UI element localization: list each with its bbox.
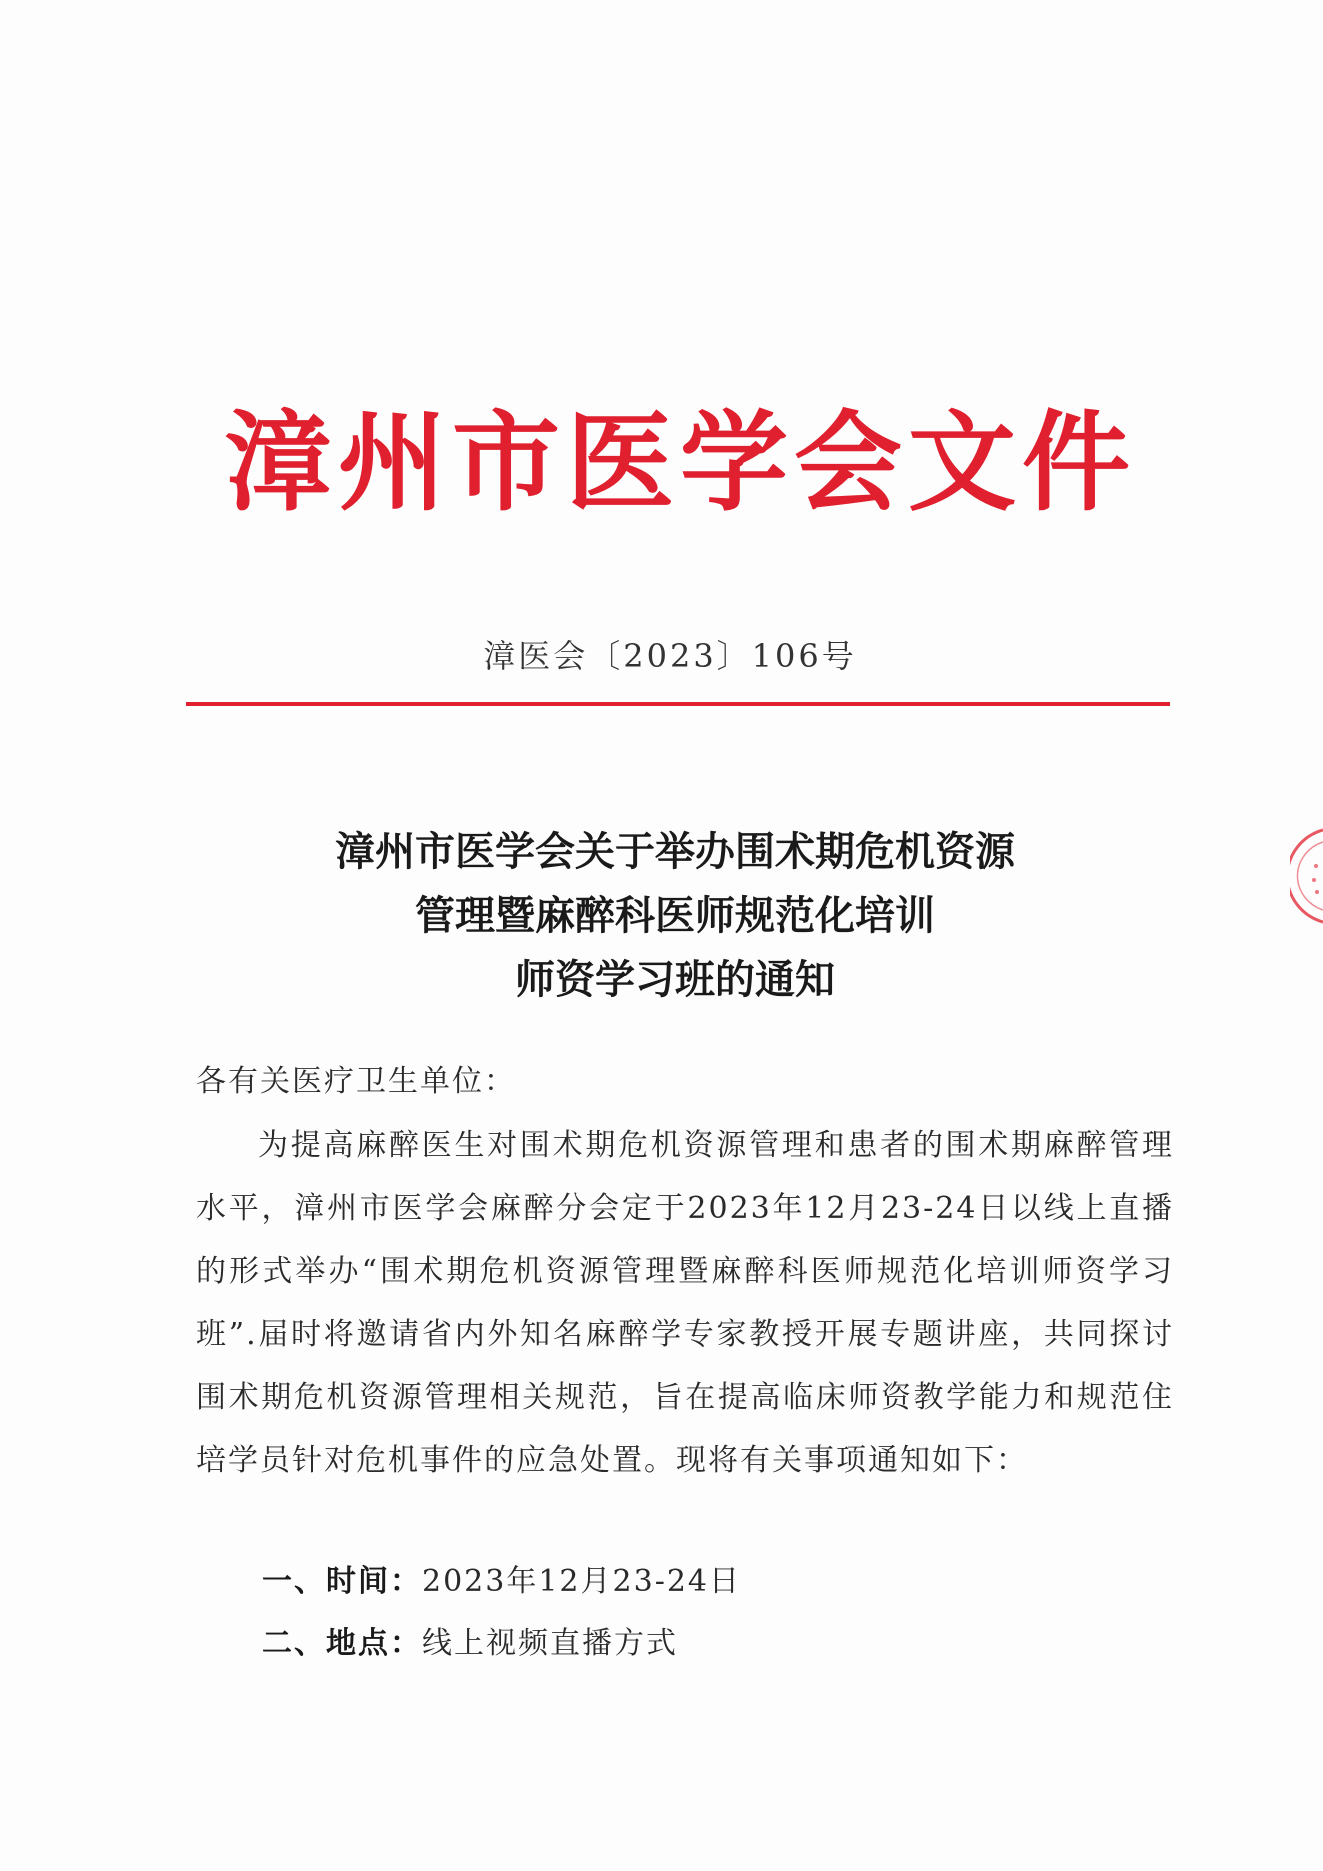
item-time-label: 一、时间：	[262, 1564, 422, 1599]
item-place-label: 二、地点：	[262, 1626, 422, 1661]
item-place-value: 线上视频直播方式	[422, 1626, 678, 1661]
notice-title-line-1: 漳州市医学会关于举办围术期危机资源	[335, 828, 1015, 875]
item-place	[262, 1620, 678, 1668]
red-divider-line	[186, 702, 1170, 706]
body-paragraph: 为提高麻醉医生对围术期危机资源管理和患者的围术期麻醉管理水平，漳州市医学会麻醉分会定于2023年12月23-24日以线上直播的形式举办“围术期危机资源管理暨麻醉科医师规范化培训师资学习班”.届时将邀请省内外知名麻醉学专家教授开展专题讲座，共同探讨围术期危机资源管理相关规范，旨在提高临床师资教学能力和规范住培学员针对危机事件的应急处置。现将有关事项通知如下：	[196, 1128, 1174, 1478]
document-number: 漳医会〔2023〕106号	[483, 637, 857, 675]
item-time	[262, 1558, 741, 1606]
salutation: 各有关医疗卫生单位：	[196, 1064, 516, 1099]
notice-title-line-3: 师资学习班的通知	[515, 956, 835, 1003]
notice-title-line-2: 管理暨麻醉科医师规范化培训	[415, 892, 935, 939]
seal-stamp-edge-icon	[1290, 826, 1323, 926]
masthead-title: 漳州市医学会文件	[223, 400, 1136, 526]
notice-title	[180, 820, 1170, 1012]
item-time-value: 2023年12月23-24日	[422, 1564, 742, 1599]
